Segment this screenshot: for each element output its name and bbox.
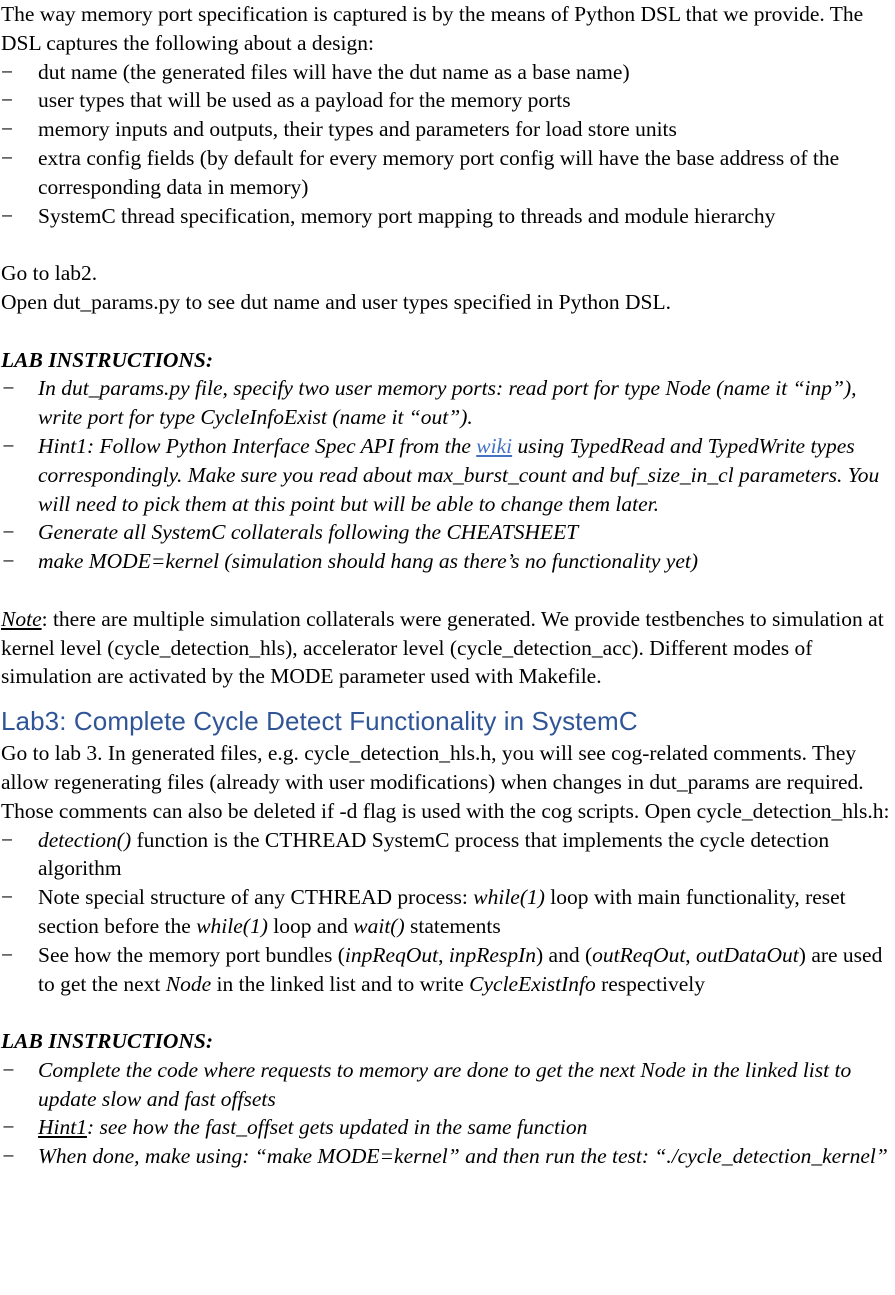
list-item: − detection() function is the CTHREAD SystemC process that implements the cycle detection algorithm xyxy=(1,826,895,884)
lab-instructions-list xyxy=(1,1056,895,1171)
lab3-heading: Lab3: Complete Cycle Detect Functionality in SystemC xyxy=(1,706,638,737)
list-item: − make MODE=kernel (simulation should hang as there’s no functionality yet) xyxy=(1,547,895,576)
list-item: − dut name (the generated files will have the dut name as a base name) xyxy=(1,58,895,87)
list-item: − Generate all SystemC collaterals following the CHEATSHEET xyxy=(1,518,895,547)
list-item: − Complete the code where requests to memory are done to get the next Node in the linked list to update slow and fast offsets xyxy=(1,1056,895,1114)
lab-instructions-heading: LAB INSTRUCTIONS: xyxy=(1,347,214,372)
list-item: − Note special structure of any CTHREAD process: while(1) loop with main functionality, reset section before the while(1) loop and wait() statements xyxy=(1,883,895,941)
list-item: − user types that will be used as a payload for the memory ports xyxy=(1,86,895,115)
intro-paragraph: The way memory port specification is captured is by the means of Python DSL that we provide. The DSL captures the following about a design: xyxy=(1,2,864,55)
note-label: Note xyxy=(1,606,42,631)
lab2-go-to: Go to lab2. xyxy=(1,261,98,286)
lab3-list xyxy=(1,826,895,999)
list-item: − memory inputs and outputs, their types and parameters for load store units xyxy=(1,115,895,144)
lab-instructions-heading: LAB INSTRUCTIONS: xyxy=(1,1029,214,1054)
list-item: − When done, make using: “make MODE=kernel” and then run the test: “./cycle_detection_kernel” xyxy=(1,1142,895,1171)
lab-instructions-list xyxy=(1,374,895,576)
list-item: − extra config fields (by default for every memory port config will have the base address of the corresponding data in memory) xyxy=(1,144,895,202)
wiki-link[interactable]: wiki xyxy=(476,433,513,458)
list-item: − SystemC thread specification, memory port mapping to threads and module hierarchy xyxy=(1,202,895,231)
list-item: − See how the memory port bundles (inpReqOut, inpRespIn) and (outReqOut, outDataOut) are used to get the next Node in the linked list and to write CycleExistInfo respectively xyxy=(1,941,895,999)
hint-label: Hint1 xyxy=(38,1115,87,1140)
note-paragraph: Note: there are multiple simulation collaterals were generated. We provide testbenches to simulation at kernel level (cycle_detection_hls), accelerator level (cycle_detection_acc). Different modes of simulation are activated by the MODE parameter used with Makefile. xyxy=(1,606,884,689)
dsl-capture-list xyxy=(1,58,895,231)
lab3-paragraph: Go to lab 3. In generated files, e.g. cycle_detection_hls.h, you will see cog-related comments. They allow regenerating files (already with user modifications) when changes in dut_params are required. Those comments can also be deleted if -d flag is used with the cog scripts. Open cycle_detection_hls.h: xyxy=(1,741,890,823)
list-item: − Hint1: Follow Python Interface Spec API from the wiki using TypedRead and TypedWrite types correspondingly. Make sure you read about max_burst_count and buf_size_in_cl parameters. You will need to pick them at this point but will be able to change them later. xyxy=(1,432,895,518)
list-item: − In dut_params.py file, specify two user memory ports: read port for type Node (name it “inp”), write port for type CycleInfoExist (name it “out”). xyxy=(1,374,895,432)
lab2-open-instruction: Open dut_params.py to see dut name and user types specified in Python DSL. xyxy=(1,289,671,314)
list-item: − Hint1: see how the fast_offset gets updated in the same function xyxy=(1,1113,895,1142)
